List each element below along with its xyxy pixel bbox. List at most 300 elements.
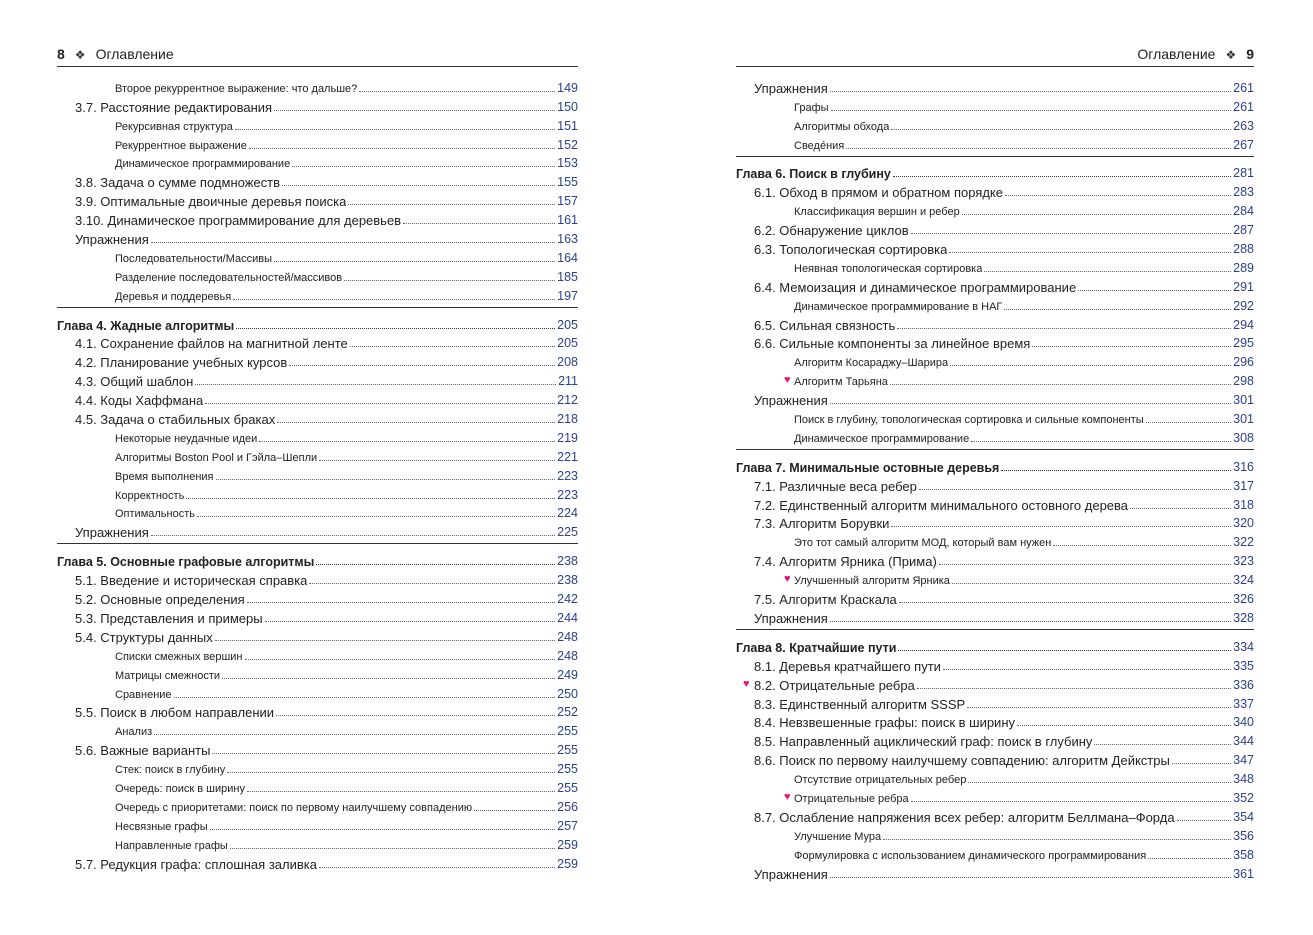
toc-page-number: 219 <box>557 430 578 445</box>
toc-entry-title: 4.3. Общий шаблон <box>75 374 194 390</box>
toc-subsection-entry[interactable] <box>736 844 1254 863</box>
toc-subsection-entry[interactable] <box>57 77 578 96</box>
dot-leader <box>247 790 555 792</box>
dot-leader <box>205 402 555 404</box>
dot-leader <box>259 440 555 442</box>
dot-leader <box>1001 469 1231 471</box>
toc-entry-title: 6.5. Сильная связность <box>754 317 896 333</box>
dot-leader <box>890 383 1231 385</box>
dot-leader <box>893 175 1231 177</box>
toc-chapter-entry[interactable] <box>57 314 578 333</box>
toc-page-number: 223 <box>557 468 578 483</box>
toc-page-number: 298 <box>1233 374 1254 389</box>
toc-subsection-entry[interactable] <box>57 465 578 484</box>
toc-subsection-entry[interactable] <box>736 134 1254 153</box>
toc-entry-title: Упражнения <box>754 866 828 882</box>
chapter-divider <box>736 449 1254 450</box>
toc-page-number: 335 <box>1233 658 1254 673</box>
toc-section-entry[interactable] <box>57 228 578 247</box>
dot-leader <box>216 478 556 480</box>
toc-page-number: 296 <box>1233 355 1254 370</box>
toc-entry-title: 8.1. Деревья кратчайшего пути <box>754 658 941 674</box>
toc-page-number: 267 <box>1233 137 1254 152</box>
toc-subsection-entry[interactable] <box>736 531 1254 550</box>
toc-subsection-entry[interactable] <box>736 295 1254 314</box>
toc-entry-title: 7.5. Алгоритм Краскала <box>754 592 897 608</box>
toc-subsection-entry[interactable] <box>57 153 578 172</box>
dot-leader <box>1017 724 1231 726</box>
toc-section-entry[interactable] <box>57 521 578 540</box>
toc-subsection-entry[interactable] <box>57 645 578 664</box>
toc-subsection-entry[interactable] <box>57 427 578 446</box>
toc-page-number: 259 <box>557 856 578 871</box>
toc-entry-title: Улучшение Мура <box>794 830 882 843</box>
toc-page-number: 205 <box>557 336 578 351</box>
toc-entry-title: 5.6. Важные варианты <box>75 743 211 759</box>
toc-page-number: 324 <box>1233 573 1254 588</box>
dot-leader <box>911 232 1232 234</box>
toc-subsection-entry[interactable] <box>57 834 578 853</box>
dot-leader <box>210 828 556 830</box>
toc-page-number: 211 <box>558 374 578 389</box>
dot-leader <box>984 270 1231 272</box>
toc-subsection-entry[interactable] <box>57 446 578 465</box>
toc-subsection-entry[interactable] <box>57 247 578 266</box>
dot-leader <box>348 203 555 205</box>
toc-entry-title: 6.4. Мемоизация и динамическое программирование <box>754 279 1077 295</box>
toc-page-number: 248 <box>557 629 578 644</box>
toc-page-number: 255 <box>557 743 578 758</box>
toc-section-entry[interactable] <box>57 351 578 370</box>
dot-leader <box>195 383 556 385</box>
toc-section-entry[interactable] <box>736 863 1254 882</box>
toc-page-number: 255 <box>557 762 578 777</box>
toc-section-entry[interactable] <box>736 693 1254 712</box>
heart-icon: ♥ <box>743 677 750 690</box>
toc-section-entry[interactable] <box>57 408 578 427</box>
toc-entry-title: Рекуррентное выражение <box>115 139 247 152</box>
toc-section-entry[interactable] <box>736 389 1254 408</box>
toc-subsection-entry[interactable] <box>57 134 578 153</box>
toc-section-entry[interactable] <box>736 475 1254 494</box>
dot-leader <box>1177 819 1232 821</box>
dot-leader <box>319 866 555 868</box>
toc-page-number: 326 <box>1233 592 1254 607</box>
toc-page-number: 205 <box>557 317 578 332</box>
dot-leader <box>186 497 555 499</box>
toc-section-entry[interactable] <box>736 749 1254 768</box>
toc-chapter-entry[interactable] <box>736 456 1254 475</box>
toc-subsection-entry[interactable] <box>57 777 578 796</box>
toc-entry-title: 4.4. Коды Хаффмана <box>75 393 204 409</box>
dot-leader <box>289 364 555 366</box>
toc-entry-title: 6.1. Обход в прямом и обратном порядке <box>754 185 1003 201</box>
toc-section-entry[interactable] <box>57 588 578 607</box>
toc-page-number: 155 <box>557 175 578 190</box>
toc-entry-title: Глава 5. Основные графовые алгоритмы <box>57 555 315 570</box>
toc-entry-title: Глава 6. Поиск в глубину <box>736 167 891 182</box>
ornament-icon: ❖ <box>74 48 86 62</box>
toc-page-number: 352 <box>1233 790 1254 805</box>
dot-leader <box>344 279 555 281</box>
toc-page-number: 354 <box>1233 809 1254 824</box>
toc-entry-title: Оптимальность <box>115 508 195 521</box>
toc-section-entry[interactable] <box>57 626 578 645</box>
toc-subsection-entry[interactable] <box>736 768 1254 787</box>
toc-section-entry[interactable] <box>736 219 1254 238</box>
toc-subsection-entry[interactable] <box>57 484 578 503</box>
dot-leader <box>1078 289 1231 291</box>
toc-subsection-entry[interactable] <box>736 257 1254 276</box>
dot-leader <box>939 563 1231 565</box>
toc-section-entry[interactable] <box>57 569 578 588</box>
dot-leader <box>1148 857 1231 859</box>
toc-subsection-entry[interactable] <box>736 569 1254 588</box>
toc-page-number: 358 <box>1233 847 1254 862</box>
toc-section-entry[interactable] <box>57 607 578 626</box>
toc-entry-title: Улучшенный алгоритм Ярника <box>794 575 950 588</box>
toc-entry-title: Матрицы смежности <box>115 669 221 682</box>
toc-page-number: 295 <box>1233 336 1254 351</box>
toc-section-entry[interactable] <box>57 96 578 115</box>
toc-page-number: 261 <box>1233 99 1254 114</box>
dot-leader <box>212 752 555 754</box>
dot-leader <box>403 222 555 224</box>
toc-entry-title: 3.9. Оптимальные двоичные деревья поиска <box>75 194 347 210</box>
toc-section-entry[interactable] <box>57 853 578 872</box>
toc-page-number: 356 <box>1233 828 1254 843</box>
toc-page-number: 348 <box>1233 772 1254 787</box>
toc-section-entry[interactable] <box>736 314 1254 333</box>
dot-leader <box>950 364 1231 366</box>
dot-leader <box>350 345 555 347</box>
toc-page-number: 336 <box>1233 677 1254 692</box>
dot-leader <box>247 601 555 603</box>
dot-leader <box>911 800 1231 802</box>
toc-chapter-entry[interactable] <box>57 550 578 569</box>
toc-list <box>736 77 1254 882</box>
toc-section-entry[interactable] <box>57 209 578 228</box>
toc-page-number: 157 <box>557 194 578 209</box>
toc-entry-title: Поиск в глубину, топологическая сортировка и сильные компоненты <box>794 414 1144 427</box>
toc-page-number: 242 <box>557 592 578 607</box>
toc-page-number: 287 <box>1233 223 1254 238</box>
toc-page-number: 261 <box>1233 80 1254 95</box>
toc-page-number: 334 <box>1233 639 1254 654</box>
toc-entry-title: Последовательности/Массивы <box>115 252 272 265</box>
dot-leader <box>830 402 1231 404</box>
toc-subsection-entry[interactable] <box>736 370 1254 389</box>
toc-subsection-entry[interactable] <box>736 115 1254 134</box>
dot-leader <box>282 184 555 186</box>
toc-section-entry[interactable] <box>736 238 1254 257</box>
toc-entry-title: 8.4. Невзвешенные графы: поиск в ширину <box>754 715 1016 731</box>
toc-page-number: 218 <box>557 412 578 427</box>
toc-entry-title: Несвязные графы <box>115 820 208 833</box>
dot-leader <box>1172 762 1231 764</box>
toc-section-entry[interactable] <box>57 171 578 190</box>
dot-leader <box>309 582 555 584</box>
toc-page-number: 323 <box>1233 554 1254 569</box>
toc-entry-title: Классификация вершин и ребер <box>794 206 960 219</box>
toc-page-number: 164 <box>557 250 578 265</box>
toc-page-number: 244 <box>557 610 578 625</box>
chapter-divider <box>736 156 1254 157</box>
toc-subsection-entry[interactable] <box>57 266 578 285</box>
toc-page-number: 322 <box>1233 535 1254 550</box>
toc-entry-title: Упражнения <box>754 610 828 626</box>
toc-entry-title: Алгоритмы обхода <box>794 120 890 133</box>
toc-subsection-entry[interactable] <box>736 427 1254 446</box>
dot-leader <box>277 421 555 423</box>
toc-page-number: 283 <box>1233 185 1254 200</box>
toc-page-number: 256 <box>557 799 578 814</box>
chapter-divider <box>57 543 578 544</box>
toc-section-entry[interactable] <box>736 730 1254 749</box>
toc-entry-title: 7.2. Единственный алгоритм минимального остовного дерева <box>754 497 1129 513</box>
dot-leader <box>1004 308 1231 310</box>
toc-section-entry[interactable] <box>736 588 1254 607</box>
toc-entry-title: 8.2. Отрицательные ребра <box>754 677 915 693</box>
toc-page-number: 153 <box>557 156 578 171</box>
dot-leader <box>968 781 1231 783</box>
toc-entry-title: Списки смежных вершин <box>115 650 243 663</box>
toc-page-number: 151 <box>557 118 578 133</box>
toc-subsection-entry[interactable] <box>736 200 1254 219</box>
dot-leader <box>245 658 556 660</box>
toc-subsection-entry[interactable] <box>736 408 1254 427</box>
toc-entry-title: 4.5. Задача о стабильных браках <box>75 412 276 428</box>
toc-page-number: 149 <box>557 80 578 95</box>
toc-page-number: 208 <box>557 355 578 370</box>
dot-leader <box>899 601 1231 603</box>
dot-leader <box>883 838 1231 840</box>
toc-page-number: 281 <box>1233 166 1254 181</box>
toc-page-number: 337 <box>1233 696 1254 711</box>
toc-section-entry[interactable] <box>736 674 1254 693</box>
header-page-number: 9 <box>1246 46 1254 62</box>
toc-entry-title: Динамическое программирование в НАГ <box>794 300 1003 313</box>
dot-leader <box>830 620 1231 622</box>
dot-leader <box>919 488 1231 490</box>
toc-page-number: 257 <box>557 818 578 833</box>
toc-entry-title: Алгоритмы Boston Pool и Гэйла–Шепли <box>115 451 318 464</box>
toc-page-number: 340 <box>1233 715 1254 730</box>
toc-entry-title: Направленные графы <box>115 839 228 852</box>
toc-entry-title: Глава 8. Кратчайшие пути <box>736 640 897 655</box>
toc-page-number: 289 <box>1233 260 1254 275</box>
toc-subsection-entry[interactable] <box>736 351 1254 370</box>
header-title: Оглавление <box>95 46 174 62</box>
toc-entry-title: 5.7. Редукция графа: сплошная заливка <box>75 856 317 872</box>
toc-entry-title: 8.3. Единственный алгоритм SSSP <box>754 696 966 712</box>
toc-subsection-entry[interactable] <box>736 825 1254 844</box>
toc-page-number: 291 <box>1233 279 1254 294</box>
dot-leader <box>319 459 555 461</box>
toc-subsection-entry[interactable] <box>57 115 578 134</box>
dot-leader <box>174 696 556 698</box>
toc-section-entry[interactable] <box>57 190 578 209</box>
toc-entry-title: Упражнения <box>75 232 149 248</box>
toc-entry-title: 7.3. Алгоритм Борувки <box>754 516 890 532</box>
toc-page-number: 163 <box>557 232 578 247</box>
toc-page-number: 301 <box>1233 412 1254 427</box>
chapter-divider <box>57 307 578 308</box>
dot-leader <box>1130 507 1231 509</box>
toc-section-entry[interactable] <box>736 607 1254 626</box>
toc-section-entry[interactable] <box>736 550 1254 569</box>
toc-entry-title: Формулировка с использованием динамического программирования <box>794 849 1147 862</box>
dot-leader <box>359 90 555 92</box>
dot-leader <box>230 847 555 849</box>
toc-entry-title: 6.6. Сильные компоненты за линейное время <box>754 336 1031 352</box>
toc-page-number: 288 <box>1233 242 1254 257</box>
dot-leader <box>235 128 555 130</box>
toc-entry-title: 5.4. Структуры данных <box>75 629 213 645</box>
toc-section-entry[interactable] <box>736 806 1254 825</box>
toc-entry-title: 4.2. Планирование учебных курсов <box>75 355 288 371</box>
toc-page-number: 308 <box>1233 430 1254 445</box>
toc-entry-title: 5.2. Основные определения <box>75 592 245 608</box>
dot-leader <box>1146 421 1231 423</box>
toc-entry-title: 8.5. Направленный ациклический граф: поиск в глубину <box>754 734 1093 750</box>
toc-page-number: 249 <box>557 667 578 682</box>
toc-subsection-entry[interactable] <box>57 796 578 815</box>
dot-leader <box>1032 345 1231 347</box>
toc-entry-title: Глава 7. Минимальные остовные деревья <box>736 460 1000 475</box>
heart-icon: ♥ <box>784 374 791 387</box>
toc-section-entry[interactable] <box>57 333 578 352</box>
toc-entry-title: Второе рекуррентное выражение: что дальше? <box>115 82 358 95</box>
toc-entry-title: Отрицательные ребра <box>794 792 909 805</box>
dot-leader <box>962 213 1231 215</box>
toc-subsection-entry[interactable] <box>57 683 578 702</box>
toc-subsection-entry[interactable] <box>57 720 578 739</box>
toc-entry-title: 5.5. Поиск в любом направлении <box>75 705 275 721</box>
dot-leader <box>276 714 555 716</box>
toc-page-number: 250 <box>557 686 578 701</box>
toc-entry-title: 5.1. Введение и историческая справка <box>75 573 308 589</box>
toc-section-entry[interactable] <box>57 370 578 389</box>
toc-section-entry[interactable] <box>736 513 1254 532</box>
toc-entry-title: Сравнение <box>115 688 172 701</box>
toc-page-number: 197 <box>557 288 578 303</box>
toc-page-number: 328 <box>1233 610 1254 625</box>
toc-entry-title: Отсутствие отрицательных ребер <box>794 774 967 787</box>
ornament-icon: ❖ <box>1225 48 1237 62</box>
header-page-number: 8 <box>57 46 65 62</box>
toc-section-entry[interactable] <box>736 333 1254 352</box>
toc-page-number: 361 <box>1233 866 1254 881</box>
toc-subsection-entry[interactable] <box>57 664 578 683</box>
dot-leader <box>233 298 555 300</box>
toc-entry-title: Разделение последовательностей/массивов <box>115 271 343 284</box>
toc-page-number: 152 <box>557 137 578 152</box>
dot-leader <box>1094 743 1231 745</box>
toc-list <box>57 77 578 872</box>
toc-entry-title: Корректность <box>115 489 185 502</box>
page-header <box>57 44 578 67</box>
toc-subsection-entry[interactable] <box>736 96 1254 115</box>
toc-entry-title: Упражнения <box>754 80 828 96</box>
toc-section-entry[interactable] <box>736 712 1254 731</box>
dot-leader <box>215 639 555 641</box>
dot-leader <box>949 251 1231 253</box>
toc-section-entry[interactable] <box>736 77 1254 96</box>
toc-section-entry[interactable] <box>57 702 578 721</box>
dot-leader <box>249 147 555 149</box>
toc-entry-title: Это тот самый алгоритм МОД, который вам нужен <box>794 537 1052 550</box>
toc-section-entry[interactable] <box>736 276 1254 295</box>
dot-leader <box>265 620 556 622</box>
toc-page-number: 318 <box>1233 497 1254 512</box>
toc-page-number: 252 <box>557 705 578 720</box>
toc-page-number: 225 <box>557 525 578 540</box>
toc-page-number: 316 <box>1233 459 1254 474</box>
toc-section-entry[interactable] <box>736 494 1254 513</box>
toc-section-entry[interactable] <box>57 389 578 408</box>
toc-entry-title: Динамическое программирование <box>794 432 970 445</box>
toc-subsection-entry[interactable] <box>57 285 578 304</box>
toc-entry-title: Время выполнения <box>115 470 214 483</box>
toc-subsection-entry[interactable] <box>57 758 578 777</box>
toc-page-number: 161 <box>557 213 578 228</box>
toc-page-number: 255 <box>557 780 578 795</box>
toc-page-number: 347 <box>1233 753 1254 768</box>
toc-entry-title: Анализ <box>115 726 153 739</box>
page-header <box>736 44 1254 67</box>
toc-subsection-entry[interactable] <box>736 787 1254 806</box>
toc-section-entry[interactable] <box>736 181 1254 200</box>
toc-page-number: 223 <box>557 487 578 502</box>
heart-icon: ♥ <box>784 790 791 803</box>
toc-page-number: 259 <box>557 837 578 852</box>
dot-leader <box>474 809 555 811</box>
toc-entry-title: Рекурсивная структура <box>115 120 233 133</box>
dot-leader <box>222 677 555 679</box>
toc-entry-title: Алгоритм Косараджу–Шарира <box>794 357 949 370</box>
dot-leader <box>897 327 1231 329</box>
toc-entry-title: Динамическое программирование <box>115 158 291 171</box>
dot-leader <box>274 260 555 262</box>
toc-entry-title: 8.6. Поиск по первому наилучшему совпадению: алгоритм Дейкстры <box>754 753 1170 769</box>
toc-chapter-entry[interactable] <box>736 163 1254 182</box>
toc-page-number: 212 <box>557 393 578 408</box>
toc-page-number: 150 <box>557 99 578 114</box>
toc-entry-title: 4.1. Сохранение файлов на магнитной ленте <box>75 336 348 352</box>
toc-entry-title: Упражнения <box>75 525 149 541</box>
dot-leader <box>197 515 555 517</box>
dot-leader <box>236 327 555 329</box>
toc-subsection-entry[interactable] <box>57 503 578 522</box>
toc-entry-title: 3.10. Динамическое программирование для деревьев <box>75 213 402 229</box>
toc-entry-title: Графы <box>794 101 829 114</box>
dot-leader <box>898 649 1231 651</box>
dot-leader <box>151 534 555 536</box>
toc-chapter-entry[interactable] <box>736 636 1254 655</box>
toc-entry-title: Неявная топологическая сортировка <box>794 262 983 275</box>
dot-leader <box>967 706 1231 708</box>
toc-page-number: 238 <box>557 554 578 569</box>
toc-section-entry[interactable] <box>736 655 1254 674</box>
toc-page-number: 255 <box>557 724 578 739</box>
toc-page-number: 344 <box>1233 734 1254 749</box>
toc-section-entry[interactable] <box>57 739 578 758</box>
dot-leader <box>891 525 1231 527</box>
toc-subsection-entry[interactable] <box>57 815 578 834</box>
dot-leader <box>227 771 555 773</box>
toc-page-number: 320 <box>1233 516 1254 531</box>
